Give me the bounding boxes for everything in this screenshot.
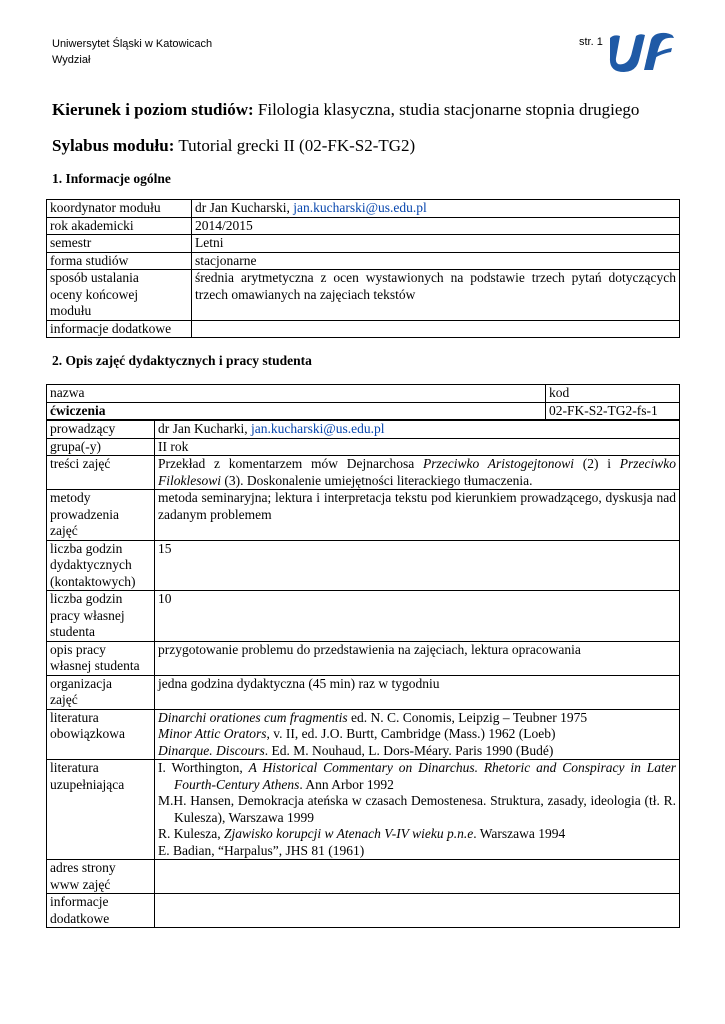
additional-info-label-line: informacje xyxy=(50,894,109,909)
table-row xyxy=(47,641,680,675)
supplementary-literature-label-line: literatura xyxy=(50,760,99,775)
group-label: grupa(-y) xyxy=(47,438,155,456)
self-study-label-line: studenta xyxy=(50,624,95,639)
semester-value: Letni xyxy=(192,235,680,253)
table-row xyxy=(47,591,680,642)
methods-label-line: zajęć xyxy=(50,523,78,538)
extra-info-label: informacje dodatkowe xyxy=(47,320,192,338)
teacher-value xyxy=(155,420,680,438)
literature-item: E. Badian, “Harpalus”, JHS 81 (1961) xyxy=(158,842,365,858)
content-value xyxy=(155,456,680,490)
class-type: ćwiczenia xyxy=(47,402,546,420)
literature-author: R. Kulesza, xyxy=(158,826,224,841)
website-value xyxy=(155,860,680,894)
self-work-label-line: własnej studenta xyxy=(50,658,140,673)
self-work-label-line: opis pracy xyxy=(50,641,106,657)
table-row xyxy=(47,217,680,235)
literature-details: . Ann Arbor 1992 xyxy=(299,776,394,792)
program-value: Filologia klasyczna, studia stacjonarne stopnia drugiego xyxy=(257,100,640,119)
organization-label-line: zajęć xyxy=(50,692,78,707)
methods-label-line: metody xyxy=(50,490,91,505)
content-text: Przekład z komentarzem mów Dejnarchosa xyxy=(158,456,423,471)
website-label-line: adres strony xyxy=(50,860,116,875)
table-row xyxy=(47,540,680,591)
university-logo-icon xyxy=(606,30,676,76)
class-code: 02-FK-S2-TG2-fs-1 xyxy=(546,402,680,420)
group-value: II rok xyxy=(155,438,680,456)
table-row xyxy=(47,200,680,218)
grading-label xyxy=(47,270,192,321)
content-text: (2) i xyxy=(573,456,620,471)
extra-info-value xyxy=(192,320,680,338)
literature-author: I. Worthington, xyxy=(158,760,249,775)
literature-title: Zjawisko korupcji w Atenach V-IV wieku p.n.e xyxy=(223,826,474,841)
required-literature-label xyxy=(47,709,155,760)
table-row xyxy=(47,456,680,490)
page-header xyxy=(52,36,212,68)
year-label: rok akademicki xyxy=(47,217,192,235)
contact-hours-label xyxy=(47,540,155,591)
section1-heading: 1. Informacje ogólne xyxy=(52,171,171,186)
table-row xyxy=(47,385,680,403)
supplementary-literature-label xyxy=(47,760,155,860)
content-title: Przeciwko Aristogejtonowi xyxy=(422,456,574,471)
section2-heading: 2. Opis zajęć dydaktycznych i pracy studenta xyxy=(52,353,312,368)
website-label-line: www zajęć xyxy=(50,876,111,892)
coordinator-name: dr Jan Kucharski, xyxy=(195,200,294,215)
program-title xyxy=(52,100,639,120)
coordinator-label: koordynator modułu xyxy=(47,200,192,218)
methods-label xyxy=(47,490,155,541)
content-text: (3). Doskonalenie umiejętności literackiego tłumaczenia. xyxy=(221,472,533,488)
year-value: 2014/2015 xyxy=(192,217,680,235)
table-row xyxy=(47,709,680,760)
study-form-value: stacjonarne xyxy=(192,252,680,270)
table-row xyxy=(47,402,680,420)
coordinator-value xyxy=(192,200,680,218)
grading-label-line: oceny końcowej xyxy=(50,286,139,302)
literature-item xyxy=(158,710,676,727)
classes-table xyxy=(46,384,680,928)
literature-details: , v. II, ed. J.O. Burtt, Cambridge (Mass.) 1962 (Loeb) xyxy=(266,726,556,741)
table-row xyxy=(47,320,680,338)
content-title: Przeciwko Filoklesowi xyxy=(158,456,677,488)
organization-label-line: organizacja xyxy=(50,675,112,691)
additional-info-value xyxy=(155,894,680,928)
contact-hours-label-line: dydaktycznych xyxy=(50,557,132,572)
coordinator-email-link[interactable]: jan.kucharski@us.edu.pl xyxy=(293,200,427,215)
self-study-hours-label xyxy=(47,591,155,642)
table-row xyxy=(47,270,680,321)
self-study-hours-value: 10 xyxy=(155,591,680,642)
content-label: treści zajęć xyxy=(47,456,155,490)
literature-details: . Ed. M. Nouhaud, L. Dors-Méary. Paris 1990 (Budé) xyxy=(264,742,554,758)
teacher-label: prowadzący xyxy=(47,420,155,438)
table-row xyxy=(47,235,680,253)
literature-item xyxy=(158,826,676,843)
literature-item xyxy=(158,726,676,743)
literature-title: A Historical Commentary on Dinarchus. Rhetoric and Conspiracy in Later Fourth-Century Athens xyxy=(174,760,676,792)
methods-label-line: prowadzenia xyxy=(50,506,119,522)
syllabus-label: Sylabus modułu: xyxy=(52,136,175,155)
study-form-label: forma studiów xyxy=(47,252,192,270)
general-info-table xyxy=(46,199,680,338)
self-study-label-line: liczba godzin xyxy=(50,591,123,606)
website-label xyxy=(47,860,155,894)
grading-label-line: modułu xyxy=(50,303,92,318)
literature-details: ed. N. C. Conomis, Leipzig – Teubner 1975 xyxy=(347,709,588,725)
self-work-value: przygotowanie problemu do przedstawienia na zajęciach, lektura opracowania xyxy=(155,641,680,675)
additional-info-label-line: dodatkowe xyxy=(50,910,110,926)
teacher-name: dr Jan Kucharki, xyxy=(158,421,251,436)
code-header: kod xyxy=(546,385,680,403)
required-literature-value xyxy=(155,709,680,760)
grading-value: średnia arytmetyczna z ocen wystawionych na podstawie trzech pytań dotyczących trzech omawianych na zajęciach tekstów xyxy=(192,270,680,321)
table-row xyxy=(47,252,680,270)
organization-value: jedna godzina dydaktyczna (45 min) raz w tygodniu xyxy=(155,675,680,709)
required-literature-label-line: literatura xyxy=(50,709,99,725)
faculty-name: Wydział xyxy=(52,54,91,66)
contact-hours-label-line: (kontaktowych) xyxy=(50,573,136,589)
self-study-label-line: pracy własnej xyxy=(50,607,125,623)
additional-info-label xyxy=(47,894,155,928)
self-work-label xyxy=(47,641,155,675)
teacher-email-link[interactable]: jan.kucharski@us.edu.pl xyxy=(250,421,385,436)
contact-hours-value: 15 xyxy=(155,540,680,591)
table-row xyxy=(47,490,680,541)
syllabus-value: Tutorial grecki II (02-FK-S2-TG2) xyxy=(178,136,416,155)
program-label: Kierunek i poziom studiów: xyxy=(52,100,254,119)
table-row xyxy=(47,675,680,709)
supplementary-literature-label-line: uzupełniająca xyxy=(50,776,125,792)
methods-value: metoda seminaryjna; lektura i interpretacja tekstu pod kierunkiem prowadzącego, dyskusja nad zadanym problemem xyxy=(155,490,680,541)
supplementary-literature-value xyxy=(155,760,680,860)
literature-title: Dinarchi orationes cum fragmentis xyxy=(158,709,348,725)
semester-label: semestr xyxy=(47,235,192,253)
literature-title: Minor Attic Orators xyxy=(158,726,267,741)
page-number: str. 1 xyxy=(579,36,603,48)
name-header: nazwa xyxy=(47,385,546,403)
university-name: Uniwersytet Śląski w Katowicach xyxy=(52,38,213,50)
literature-item: M.H. Hansen, Demokracja ateńska w czasach Demostenesa. Struktura, zasady, ideologia (tł. R. Kulesza), Warszawa 1999 xyxy=(158,793,676,825)
required-literature-label-line: obowiązkowa xyxy=(50,726,125,741)
literature-item xyxy=(158,743,676,760)
contact-hours-label-line: liczba godzin xyxy=(50,540,123,556)
organization-label xyxy=(47,675,155,709)
literature-details: . Warszawa 1994 xyxy=(473,826,566,841)
grading-label-line: sposób ustalania xyxy=(50,270,139,285)
syllabus-title xyxy=(52,136,415,156)
literature-title: Dinarque. Discours xyxy=(158,742,265,758)
table-row xyxy=(47,860,680,894)
table-row xyxy=(47,420,680,438)
table-row xyxy=(47,760,680,860)
table-row xyxy=(47,438,680,456)
table-row xyxy=(47,894,680,928)
literature-item xyxy=(158,760,676,793)
